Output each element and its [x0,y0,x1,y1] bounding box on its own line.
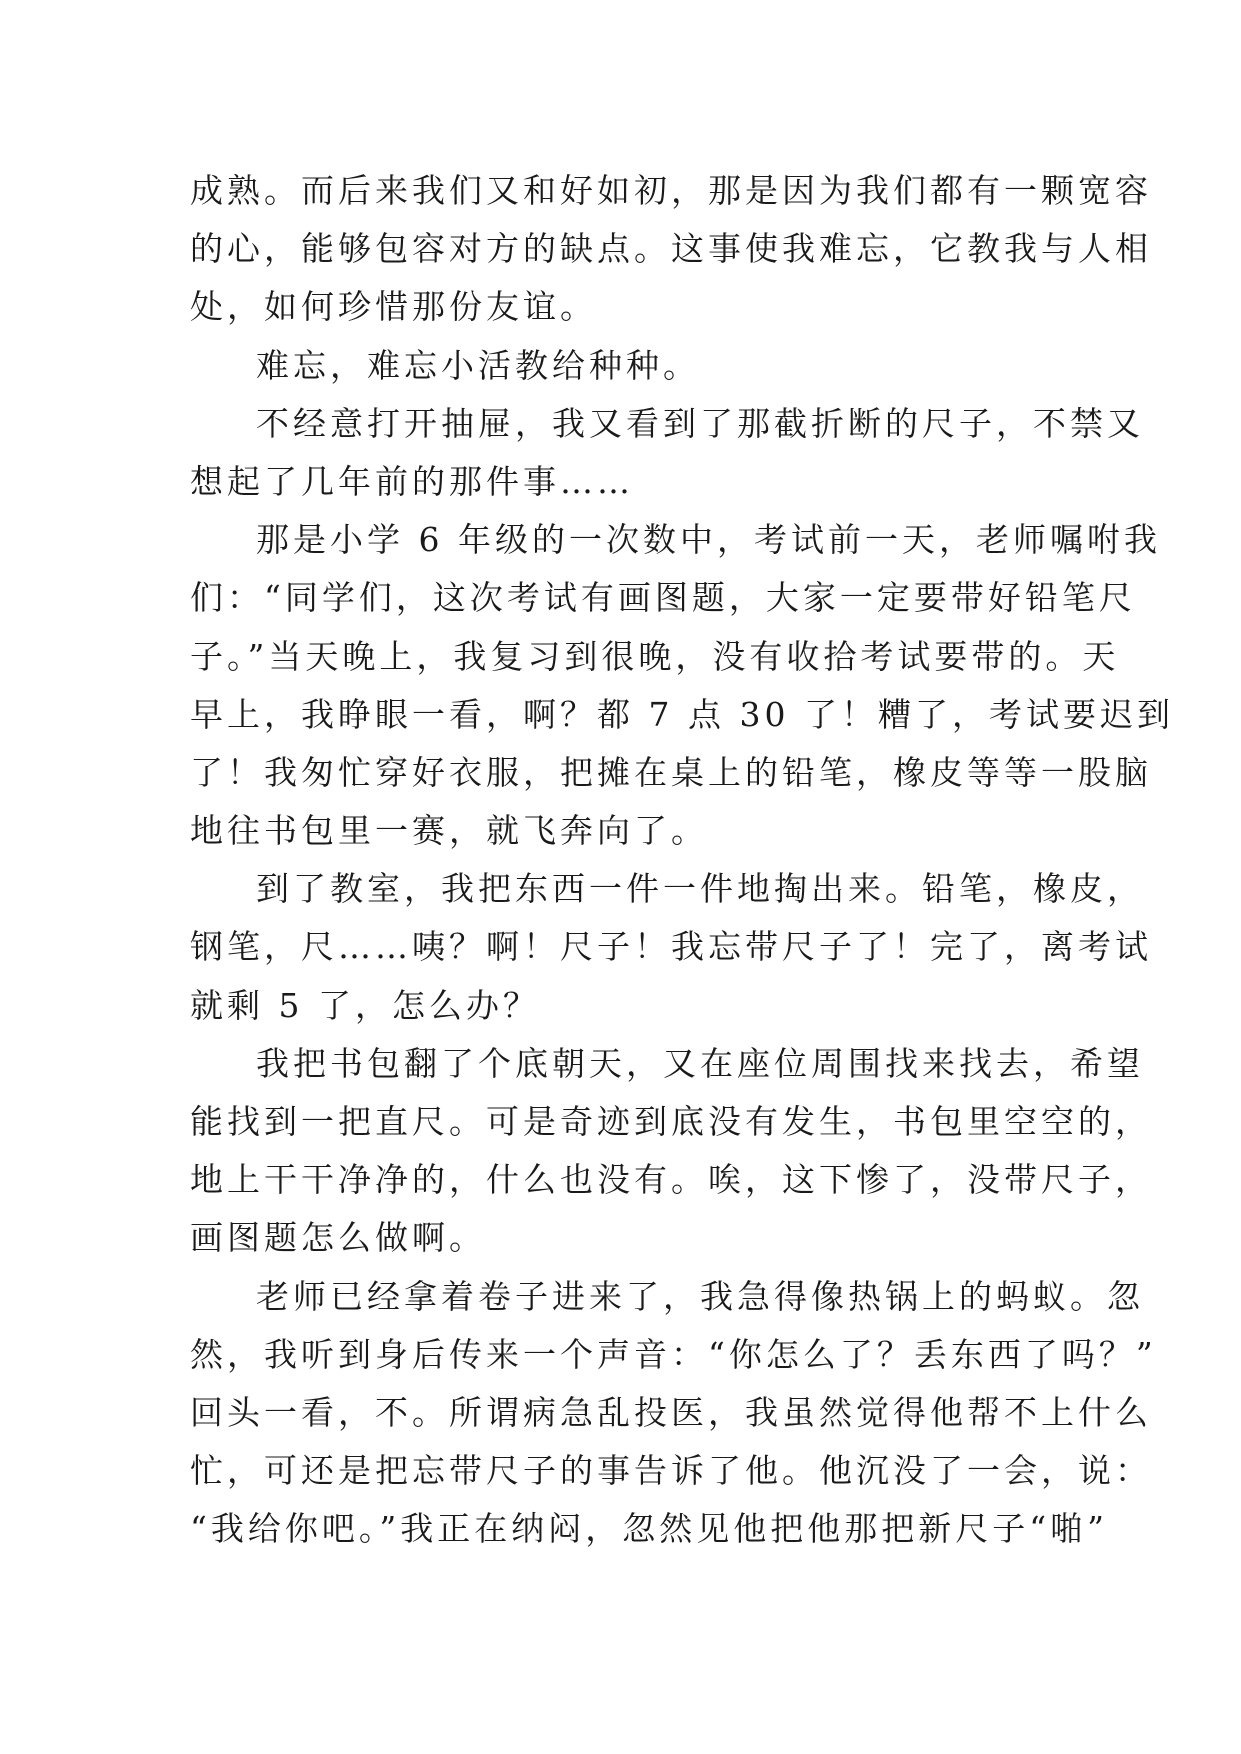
text-line: 就剩 5 了，怎么办？ [190,985,540,1025]
document-body [190,162,1174,1559]
text-line: 处，如何珍惜那份友谊。 [190,287,597,327]
text-line: 们：“同学们，这次考试有画图题，大家一定要带好铅笔尺 [190,578,1136,618]
text-line: 回头一看，不。所谓病急乱投医，我虽然觉得他帮不上什么 [190,1392,1152,1432]
text-line: 地上干干净净的，什么也没有。唉，这下惨了，没带尺子， [190,1160,1152,1200]
text-line: 画图题怎么做啊。 [190,1218,486,1258]
text-line: 能找到一把直尺。可是奇迹到底没有发生，书包里空空的， [190,1102,1152,1141]
text-line: 我把书包翻了个底朝天，又在座位周围找来找去，希望 [256,1043,1144,1083]
paragraph [190,337,1090,395]
text-line: 了！我匆忙穿好衣服，把摊在桌上的铅笔，橡皮等等一股脑 [190,752,1152,792]
text-line: 早上，我睁眼一看，啊？都 7 点 30 了！糟了，考试要迟到 [190,694,1174,734]
text-line: 不经意打开抽屉，我又看到了那截折断的尺子，不禁又 [256,403,1144,443]
text-line: 那是小学 6 年级的一次数中，考试前一天，老师嘱咐我 [256,520,1161,560]
text-line: 地往书包里一赛，就飞奔向了。 [190,811,708,851]
text-line: 钢笔，尺……咦？啊！尺子！我忘带尺子了！完了，离考试 [190,927,1152,967]
text-line: 老师已经拿着卷子进来了，我急得像热锅上的蚂蚁。忽 [256,1276,1144,1316]
text-line: 然，我听到身后传来一个声音：“你怎么了？丢东西了吗？” [190,1334,1157,1374]
paragraph [190,860,1152,1035]
text-line: 到了教室，我把东西一件一件地掏出来。铅笔，橡皮， [256,869,1144,909]
text-line: 忙，可还是把忘带尺子的事告诉了他。他沉没了一会，说： [190,1451,1152,1491]
text-line: 的心，能够包容对方的缺点。这事使我难忘，它教我与人相 [190,229,1152,269]
text-line: 子。”当天晚上，我复习到很晚，没有收拾考试要带的。天 [190,636,1120,676]
paragraph [190,162,1152,337]
text-line: 难忘，难忘小活教给种种。 [256,345,700,385]
paragraph [190,1035,1152,1268]
text-line: “我给你吧。”我正在纳闷，忽然见他把他那把新尺子“啪” [190,1509,1108,1549]
paragraph [190,1268,1157,1559]
paragraph [190,511,1174,860]
text-line: 成熟。而后来我们又和好如初，那是因为我们都有一颗宽容 [190,171,1152,210]
paragraph [190,395,1144,511]
text-line: 想起了几年前的那件事…… [190,461,634,501]
